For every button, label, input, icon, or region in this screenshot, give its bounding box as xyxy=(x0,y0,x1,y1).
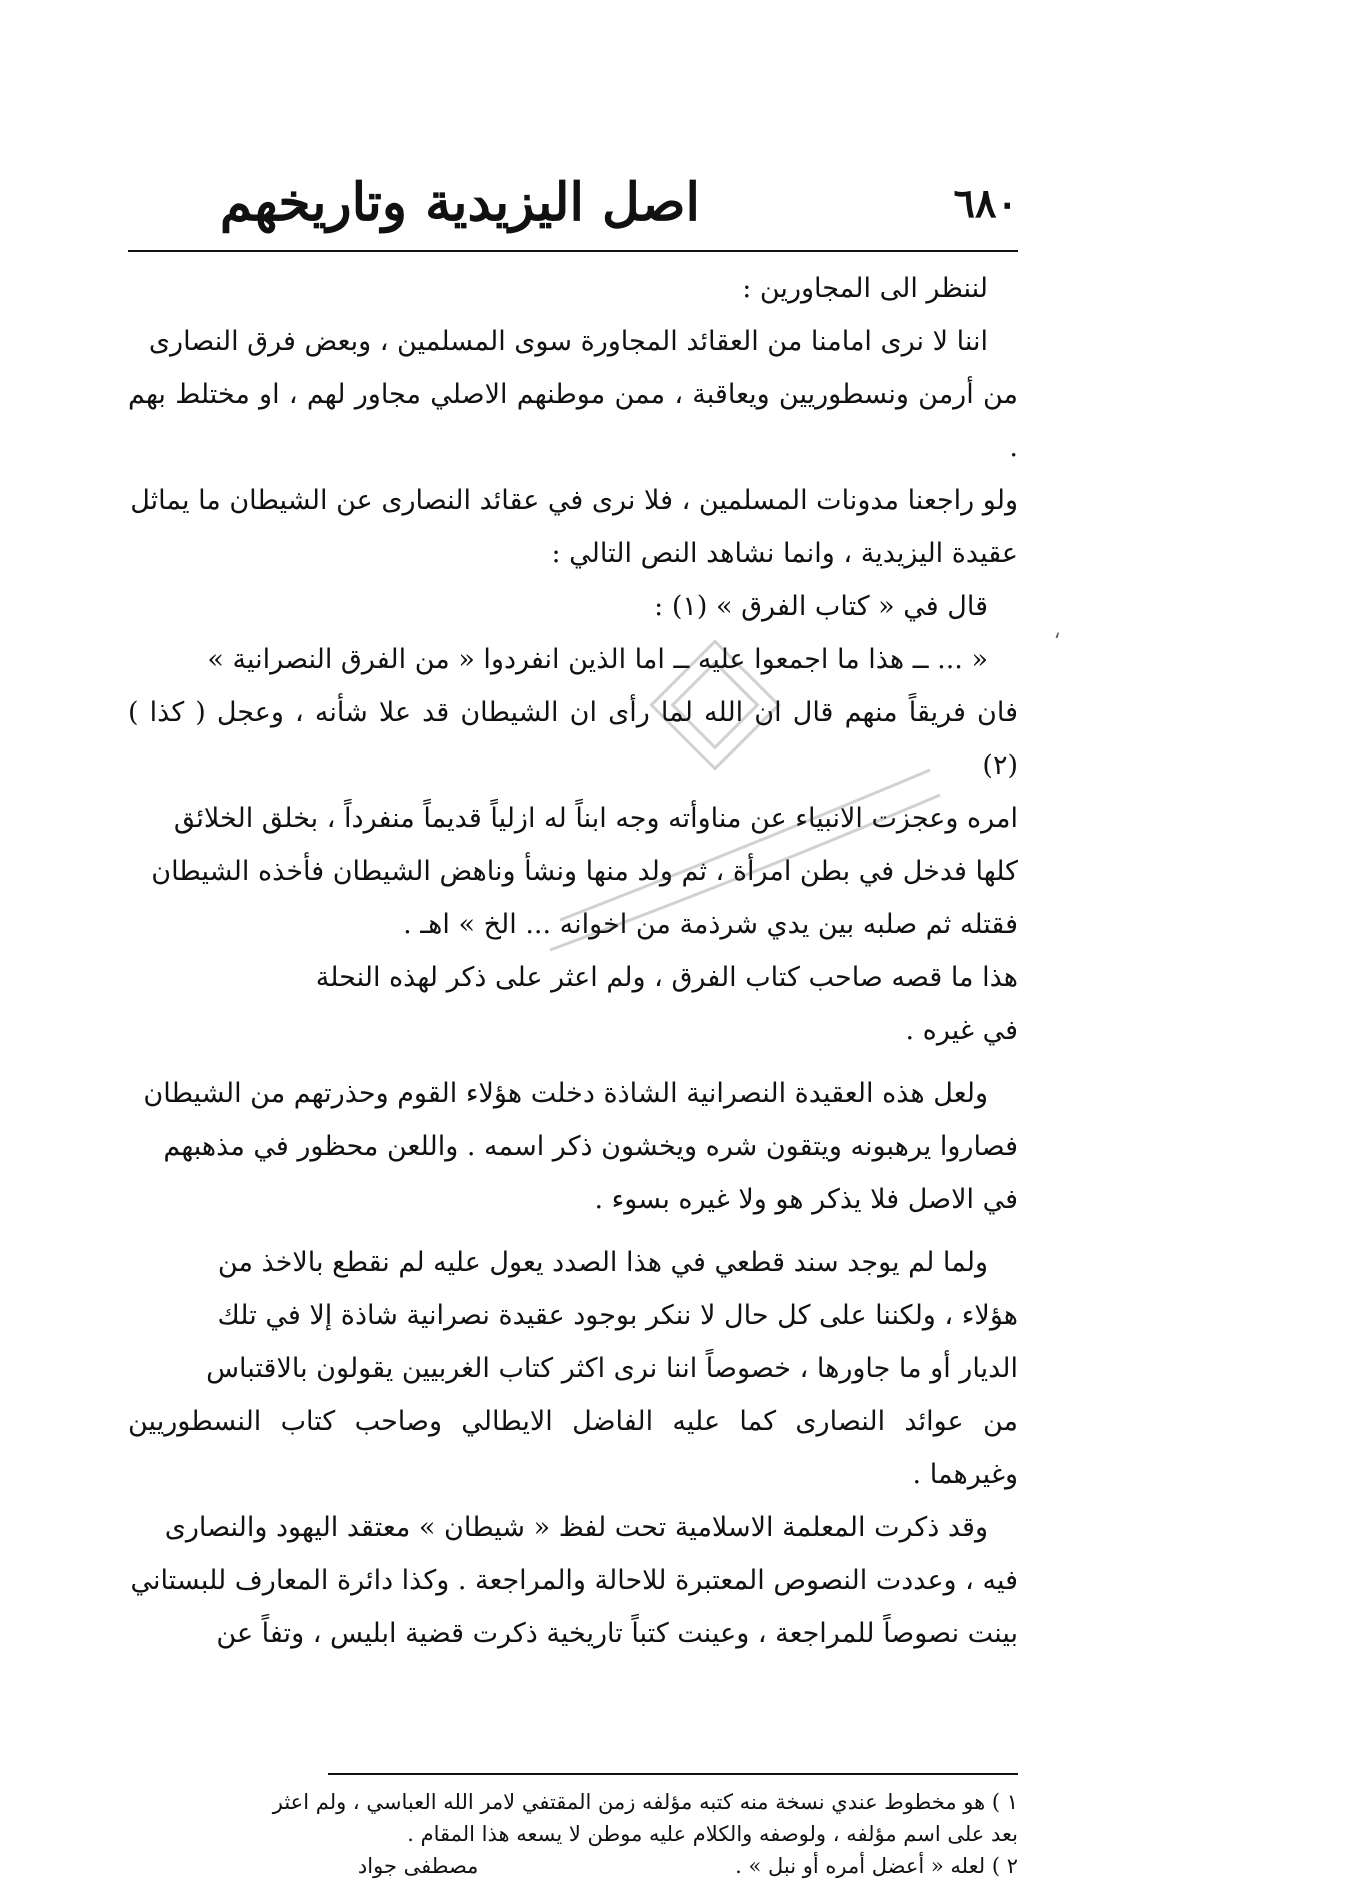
watermark-stamp-icon xyxy=(520,620,960,980)
page-header xyxy=(128,172,1018,244)
body-line: امره وعجزت الانبياء عن مناوأته وجه ابناً له ازلياً قديماً منفرداً ، بخلق الخلائق xyxy=(173,803,1018,834)
body-line: فان فريقاً منهم قال ان الله لما رأى ان الشيطان قد علا شأنه ، وعجل ( كذا ) (٢) xyxy=(128,697,1018,781)
body-line: فقتله ثم صلبه بين يدي شرذمة من اخوانه ... الخ » اهـ . xyxy=(403,909,1018,940)
page-number: ٦٨٠ xyxy=(953,180,1018,227)
body-line: بينت نصوصاً للمراجعة ، وعينت كتباً تاريخية ذكرت قضية ابليس ، وتفاً عن xyxy=(216,1618,1018,1649)
author-signature: مصطفى جواد xyxy=(357,1854,479,1878)
body-line: كلها فدخل في بطن امرأة ، ثم ولد منها ونشأ وناهض الشيطان فأخذه الشيطان xyxy=(151,856,1018,887)
body-line: فصاروا يرهبونه ويتقون شره ويخشون ذكر اسمه . واللعن محظور في مذهبهم xyxy=(163,1131,1018,1162)
body-line: هذا ما قصه صاحب كتاب الفرق ، ولم اعثر على ذكر لهذه النحلة xyxy=(315,962,1018,993)
body-line: اننا لا نرى امامنا من العقائد المجاورة سوى المسلمين ، وبعض فرق النصارى xyxy=(148,326,988,357)
body-line: لننظر الى المجاورين : xyxy=(742,273,988,304)
body-line: فيه ، وعددت النصوص المعتبرة للاحالة والمراجعة . وكذا دائرة المعارف للبستاني xyxy=(130,1565,1018,1596)
body-line: ولما لم يوجد سند قطعي في هذا الصدد يعول عليه لم نقطع بالاخذ من xyxy=(217,1247,988,1278)
body-line: في غيره . xyxy=(905,1015,1018,1046)
body-line: « ... ــ هذا ما اجمعوا عليه ــ اما الذين انفردوا « من الفرق النصرانية » xyxy=(207,644,988,675)
footnote-2-text: ٢ ) لعله « أعضل أمره أو نبل » . xyxy=(735,1854,1018,1878)
body-line: عقيدة اليزيدية ، وانما نشاهد النص التالي : xyxy=(551,538,1018,569)
body-line: هؤلاء ، ولكننا على كل حال لا ننكر بوجود عقيدة نصرانية شاذة إلا في تلك xyxy=(217,1300,1018,1331)
running-title: اصل اليزيدية وتاريخهم xyxy=(219,172,700,233)
body-line: الديار أو ما جاورها ، خصوصاً اننا نرى اكثر كتاب الغربيين يقولون بالاقتباس xyxy=(206,1353,1018,1384)
margin-mark: ⸲ xyxy=(1054,616,1060,641)
body-line: قال في « كتاب الفرق » (١) : xyxy=(654,591,988,622)
body-line: من أرمن ونسطوريين ويعاقبة ، ممن موطنهم الاصلي مجاور لهم ، او مختلط بهم . xyxy=(128,379,1018,463)
body-line: من عوائد النصارى كما عليه الفاضل الايطالي وصاحب كتاب النسطوريين وغيرهما . xyxy=(128,1406,1018,1490)
body-line: ولو راجعنا مدونات المسلمين ، فلا نرى في عقائد النصارى عن الشيطان ما يماثل xyxy=(130,485,1018,516)
footnote-rule xyxy=(328,1773,1018,1775)
footnotes xyxy=(128,1786,1018,1882)
footnote-2 xyxy=(128,1850,1018,1882)
footnote-1-line-2: بعد على اسم مؤلفه ، ولوصفه والكلام عليه موطن لا يسعه هذا المقام . xyxy=(407,1822,1018,1846)
body-line: في الاصل فلا يذكر هو ولا غيره بسوء . xyxy=(594,1184,1018,1215)
header-rule xyxy=(128,250,1018,252)
body-line: ولعل هذه العقيدة النصرانية الشاذة دخلت هؤلاء القوم وحذرتهم من الشيطان xyxy=(143,1078,988,1109)
footnote-1-line-1: ١ ) هو مخطوط عندي نسخة منه كتبه مؤلفه زمن المقتفي لامر الله العباسي ، ولم اعثر xyxy=(272,1790,1018,1814)
body-line: وقد ذكرت المعلمة الاسلامية تحت لفظ « شيطان » معتقد اليهود والنصارى xyxy=(164,1512,988,1543)
